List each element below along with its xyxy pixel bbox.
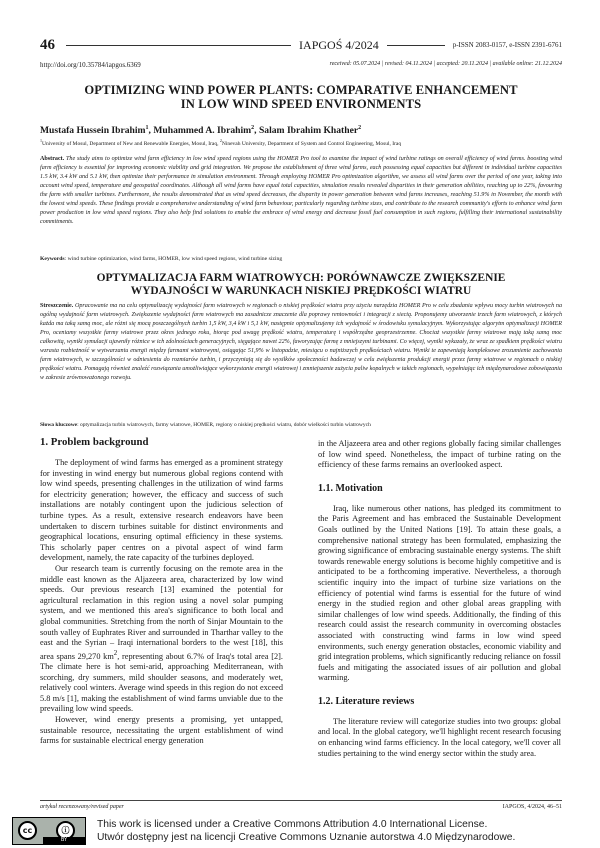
issn: p-ISSN 2083-0157, e-ISSN 2391-6761 <box>452 41 562 49</box>
polish-abstract-label: Streszczenie. <box>40 303 74 309</box>
author-affil-mark: 2 <box>358 125 362 131</box>
affiliation: University of Mosul, Department of New and Renewable Energies, Mosul, Iraq, <box>42 140 220 147</box>
license-text <box>97 818 515 844</box>
title-line: WYDAJNOŚCI W WARUNKACH NISKIEJ PRĘDKOŚCI WIATRU <box>130 285 472 297</box>
affiliations <box>40 138 401 147</box>
footer-rule <box>40 800 562 801</box>
paragraph-text: Our research team is currently focusing on the remote area in the middle east known as the Aljazeera area, characterized by low wind speeds. Our previous research [13] examined the potential for agricultural reclamation in this region using a novel solar pumping system, and we mentioned this area's significance to both local and global communities. Stretching from the north of Sinjar Mountain to the south valley of Euphrates River and surrounded in Tharthar valley to the east and the Syrian – Iraqi international borders to the west [18], this area spans 29,270 km <box>40 563 283 661</box>
subsection-heading: 1.1. Motivation <box>318 482 383 494</box>
title-line: OPTYMALIZACJA FARM WIATROWYCH: PORÓWNAWCZE ZWIĘKSZENIE <box>96 272 506 284</box>
cc-by-license-badge[interactable] <box>12 817 86 845</box>
section-heading: 1. Problem background <box>40 436 149 448</box>
attribution-person-icon: ⓘ <box>56 821 75 840</box>
polish-keywords-label: Słowa kluczowe <box>40 422 78 428</box>
paragraph: Iraq, like numerous other nations, has pledged its commitment to the Paris Agreement and has embraced the Sustainable Development Goals outlined by the United Nations [19]. To attain these goals, a comprehensive national strategy has been formulated, emphasizing the growing significance of embracing sustainable energy systems. The shift towards renewable energy solutions is become highly competitive and is anticipated to be a forthcoming imperative. Nevertheless, a thorough scientific inquiry into the impact of turbine size variations on the efficiency of potential wind farms is essential for the future of wind energy in the studied region and other global areas grappling with similar challenges of low wind speeds. Additionally, the finding of this research could assist the research community in overcoming obstacles associated with constructing wind farms in low wind speed environments, such energy generation obstacles, economic viability and grid integration problems, which significantly reducing reliance on fossil fuels and mitigating the associated issues of air pollution and global warming. <box>318 503 561 683</box>
paragraph: The deployment of wind farms has emerged as a prominent strategy for investing in wind energy but numerous global regions contend with low wind speeds, presenting challenges in the utilization of wind farms for electricity generation; however, the efficacy and success of such installations are notably contingent upon the judicious selection of turbine types. As a result, extensive research endeavors have been undertaken to discern turbines suitable for distinct environments and geographical locations, ensuring optimal efficiency in these systems. This scholarly paper centres on a pivotal aspect of wind farm development, namely, the rate capacity of the turbines deployed. <box>40 458 283 563</box>
paragraph: However, wind energy presents a promising, yet untapped, sustainable resource, necessitating the urgent establishment of wind farms for sustainable electrical energy generation <box>40 715 283 746</box>
polish-title <box>40 272 562 298</box>
author-separator: , <box>148 125 154 137</box>
footer-right: IAPGOS, 4/2024, 46–51 <box>502 804 562 810</box>
author-affil-mark: 1 <box>145 125 149 131</box>
title-line: IN LOW WIND SPEED ENVIRONMENTS <box>180 97 422 111</box>
header-rule <box>387 45 445 46</box>
polish-keywords <box>40 422 371 428</box>
paragraph <box>40 564 283 715</box>
affil-mark: 2 <box>219 138 222 143</box>
superscript: 2 <box>113 649 118 657</box>
license-line-en: This work is licensed under a Creative Commons Attribution 4.0 International License. <box>97 819 488 830</box>
page-number: 46 <box>40 36 55 53</box>
footer-left: artykuł recenzowany/revised paper <box>40 804 124 810</box>
cc-icon: cc <box>18 821 37 840</box>
authors <box>40 125 361 136</box>
polish-keywords-text: : optymalizacja turbin wiatrowych, farmy wiatrowe, HOMER, regiony o niskiej prędkości wiatru, dobór wielkości turbin wiatrowych <box>77 422 371 428</box>
paper-title <box>40 83 562 111</box>
doi-row <box>40 61 562 69</box>
title-line: OPTIMIZING WIND POWER PLANTS: COMPARATIVE ENHANCEMENT <box>84 83 518 97</box>
page-footer <box>40 804 562 810</box>
by-label: BY <box>43 837 85 844</box>
abstract <box>40 155 562 227</box>
keywords-text: : wind turbine optimization, wind farms, HOMER, low wind speed regions, wind turbine sizing <box>64 256 283 262</box>
paragraph-text: , representing about 6.7% of Iraq's total area [2]. The climate here is hot semi-arid, approaching Mediterranean, with scorching, dry summers, mild shoulder seasons, and moderately wet, relatively cool winters. Average wind speeds in this region do not exceed 5.8 m/s [1], making the establishment of wind farms unviable due to the prevailing low wind speeds. <box>40 651 284 714</box>
doi-link[interactable]: http://doi.org/10.35784/iapgos.6369 <box>40 61 141 69</box>
keywords <box>40 256 282 262</box>
affiliation: Ninevah University, Department of System and Control Engineering, Mosul, Iraq <box>221 140 402 147</box>
license-line-pl: Utwór dostępny jest na licencji Creative Commons Uznanie autorstwa 4.0 Międzynarodowe. <box>97 832 516 843</box>
author-affil-mark: 2 <box>251 125 255 131</box>
journal-name: IAPGOŚ 4/2024 <box>299 37 379 52</box>
subsection-heading: 1.2. Literature reviews <box>318 695 415 707</box>
right-column <box>318 439 561 759</box>
keywords-label: Keywords <box>40 256 65 262</box>
publication-dates: received: 05.07.2024 | revised: 04.11.2024 | accepted: 20.11.2024 | available online: 21.12.2024 <box>329 61 562 67</box>
author-name: Mustafa Hussein Ibrahim <box>40 125 146 137</box>
author-name: Salam Ibrahim Khather <box>258 125 359 137</box>
abstract-text: The study aims to optimize wind farm efficiency in low wind speed regions using the HOMER Pro tool to examine the impact of wind turbine ratings on overall efficiency of wind farms. boosting wind farm efficiency is essential for improving economic viability and grid integration. We propose the establishment of three wind farms, each possessing equal capacities but different in individual turbine capacities 1.5 kW, 3.4 kW and 5.1 kW, then optimize their performance in simulation environment. Through employing HOMER Pro optimization algorithm, we assess all wind farms over the period of one year, taking into account wind speed, temperature and geospatial coordinates. Although all wind farms have equal total capacities, simulation results revealed disparities in their generation abilities, reaching up to 22%, favouring the farm with smaller turbines. Furthermore, the results demonstrated that as wind speed decreases, the disparity in power generation between wind farms increases, reaching 51.9% in November, the month with the lowest wind speeds. These findings provide a comprehensive understanding of wind farm behaviour, particularly regarding turbine sizes, and contribute to the research community's efforts to enhance wind farm power production in low wind speed regions. They also help find solutions to enable the embrace of wind energy and decrease fossil fuel consumption in such regions, fulfilling their international sustainability commitments. <box>40 156 562 225</box>
paragraph: The literature review will categorize studies into two groups: global and local. In the global category, we'll highlight recent research focusing on enhancing wind farms efficiency. In the local category, we'll cover all studies pertaining to the wind energy sector within the study area. <box>318 716 561 758</box>
author-separator: , <box>254 125 259 137</box>
page-header <box>40 37 562 53</box>
polish-abstract <box>40 302 562 383</box>
abstract-label: Abstract. <box>40 156 65 162</box>
paragraph: in the Aljazeera area and other regions globally facing similar challenges of low wind speed. Nonetheless, the impact of turbine rating on the efficiency of these farms remains an overlooked aspect. <box>318 439 561 470</box>
affil-mark: 1 <box>40 138 42 143</box>
polish-abstract-text: Opracowanie ma na celu optymalizację wydajności farm wiatrowych w regionach o niskiej prędkości wiatru przy użyciu narzędzia HOMER Pro w celu zbadania wpływu mocy turbin wiatrowych na ogólną wydajność farm wiatrowych. Zwiększenie wydajności farm wiatrowych ma zasadnicze znaczenie dla poprawy rentowności i integracji z siecią. Proponujemy utworzenie trzech farm wiatrowych, z których każda ma taką samą moc, ale różni się mocą poszczególnych turbin 1,5 kW, 3,4 kW i 5,1 kW, następnie optymalizujemy ich wydajność w środowisku symulacyjnym. Wykorzystując algorytm optymalizacji HOMER Pro, oceniamy wszystkie farmy wiatrowe przez okres jednego roku, biorąc pod uwagę prędkość wiatru, temperaturę i współrzędne geoprzestrzenne. Chociaż wszystkie farmy wiatrowe mają taką samą moc całkowitą, wyniki symulacji ujawniły różnice w ich zdolnościach generacyjnych, sięgające nawet 22%, faworyzując farmę z mniejszymi turbinami. Co więcej, wyniki wykazały, że wraz ze spadkiem prędkości wiatru wzrasta rozbieżność w wytwarzaniu energii między farmami wiatrowymi, osiągając 51,9% w listopadzie, miesiącu o najniższych prędkościach wiatru. Wyniki te zapewniają kompleksowe zrozumienie zachowania farm wiatrowych, w szczególności w odniesieniu do rozmiarów turbin, i przyczyniają się do wysiłków społeczności badawczej w celu zwiększenia produkcji energii przez farmy wiatrowe w regionach o niskiej prędkości wiatru. Pomagają również znaleźć rozwiązania umożliwiające wykorzystanie energii wiatrowej i zmniejszenie zużycia paliw kopalnych w takich regionach, wypełniając ich międzynarodowe zobowiązania w zakresie zrównoważonego rozwoju. <box>40 303 562 381</box>
left-column <box>40 436 283 747</box>
header-rule <box>66 45 291 46</box>
author-name: Muhammed A. Ibrahim <box>153 125 252 137</box>
